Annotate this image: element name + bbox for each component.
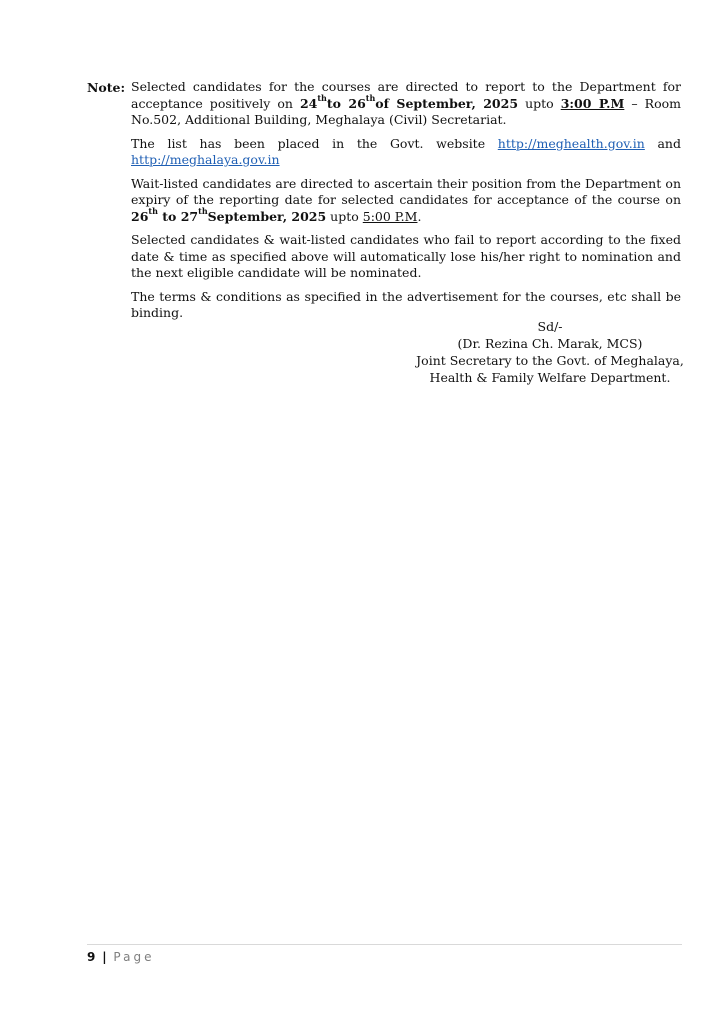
- ordinal-suffix: th: [365, 93, 376, 104]
- signatory-title: Joint Secretary to the Govt. of Meghalaya,: [416, 353, 684, 368]
- note-paragraph-website: [131, 136, 681, 153]
- note-paragraph-reporting: [131, 79, 681, 129]
- signatory-name: (Dr. Rezina Ch. Marak, MCS): [457, 336, 643, 351]
- note-paragraph-website-cont: [131, 152, 681, 169]
- date-end: to 26: [326, 95, 366, 111]
- date-start: 24: [299, 95, 318, 111]
- signature-block: [400, 318, 700, 386]
- page-label: Page: [113, 950, 155, 964]
- text: Selected candidates for the courses are directed to report to the Department for acceptance positively on: [131, 79, 681, 111]
- note-content: [131, 79, 681, 329]
- text: – Room No.502, Additional Building, Meghalaya (Civil) Secretariat.: [131, 95, 681, 127]
- meghalaya-link[interactable]: http://meghalaya.gov.in: [131, 152, 280, 167]
- ordinal-suffix: th: [317, 93, 327, 104]
- text: Wait-listed candidates are directed to ascertain their position from the Department on expiry of the reporting date for selected candidates for acceptance of the course on: [131, 175, 681, 207]
- signature-sd: Sd/-: [537, 319, 563, 334]
- text: .: [417, 208, 422, 224]
- text: The list has been placed in the Govt. website: [131, 135, 498, 151]
- page-footer: [87, 949, 154, 965]
- note-paragraph-waitlist: [131, 176, 681, 226]
- text: upto: [326, 208, 363, 224]
- ordinal-suffix: th: [198, 206, 208, 217]
- meghealth-link[interactable]: http://meghealth.gov.in: [497, 135, 645, 151]
- date-month-year: of September, 2025: [375, 95, 519, 111]
- footer-divider: [87, 944, 682, 945]
- note-paragraph-terms: The terms & conditions as specified in the advertisement for the courses, etc shall be binding.: [131, 288, 681, 320]
- text: upto: [518, 95, 561, 111]
- text: and: [644, 135, 681, 151]
- footer-separator: |: [102, 950, 107, 964]
- note-paragraph-failure: Selected candidates & wait-listed candidates who fail to report according to the fixed date & time as specified above will automatically lose his/her right to nomination and the next eligible candidate will be nominated.: [131, 232, 681, 280]
- ordinal-suffix: th: [148, 206, 158, 217]
- waitlist-time: 5:00 P.M: [362, 208, 418, 224]
- date-end: to 27: [157, 208, 199, 224]
- date-month-year: September, 2025: [207, 208, 327, 224]
- date-start: 26: [131, 208, 149, 224]
- report-time: 3:00 P.M: [560, 95, 625, 111]
- signatory-department: Health & Family Welfare Department.: [429, 370, 671, 385]
- note-label: Note:: [87, 80, 126, 95]
- page-number: 9: [87, 950, 96, 964]
